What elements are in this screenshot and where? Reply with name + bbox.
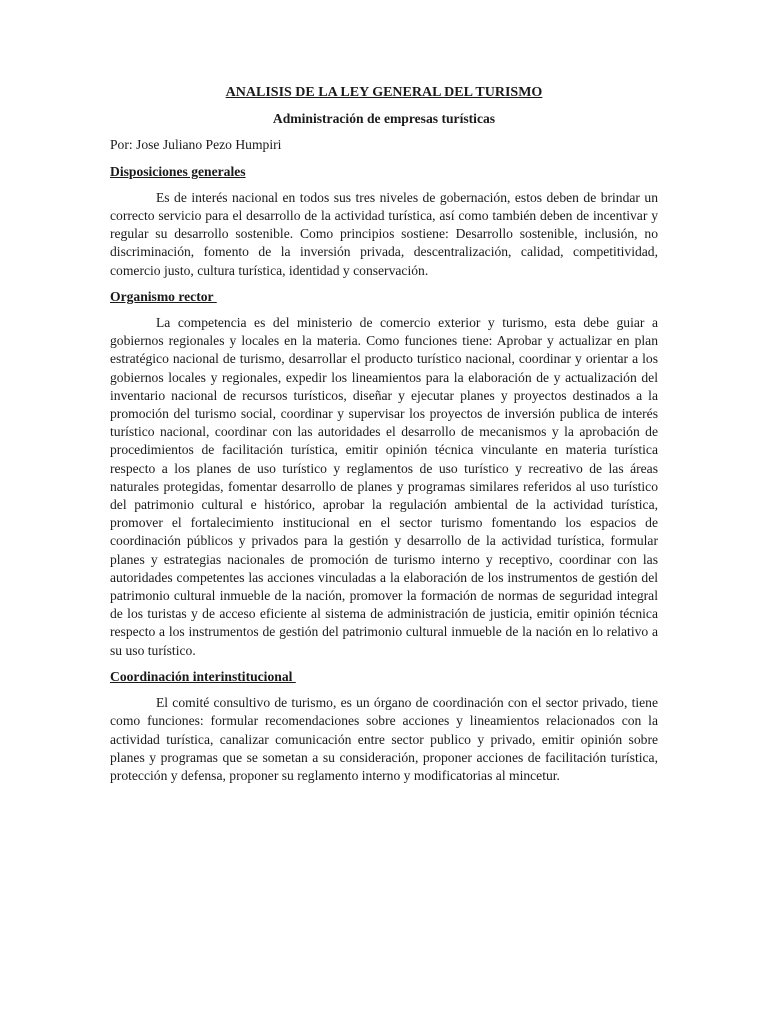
section-body-disposiciones: Es de interés nacional en todos sus tres niveles de gobernación, estos deben de brindar un correcto servicio para el desarrollo de la actividad turística, así como también deben de incentivar y regular su desarrollo sostenible. Como principios sostiene: Desarrollo sostenible, inclusión, no discriminación, fomento de la inversión privada, descentralización, calidad, competitividad, comercio justo, cultura turística, identidad y conservación. bbox=[110, 189, 658, 278]
document-title: ANALISIS DE LA LEY GENERAL DEL TURISMO bbox=[225, 85, 543, 100]
document-author: Por: Jose Juliano Pezo Humpiri bbox=[110, 137, 282, 153]
section-heading-coordinacion: Coordinación interinstitucional bbox=[110, 668, 296, 684]
section-heading-disposiciones: Disposiciones generales bbox=[110, 163, 246, 179]
document-page bbox=[110, 84, 658, 793]
section-body-coordinacion: El comité consultivo de turismo, es un órgano de coordinación con el sector privado, tiene como funciones: formular recomendaciones sobre acciones y lineamientos relacionados con la actividad turística, canalizar comunicación entre sector publico y privado, emitir opinión sobre planes y programas que se sometan a su consideración, proponer acciones de facilitación turística, protección y defensa, proponer su reglamento interno y modificatorias al mincetur. bbox=[110, 695, 658, 783]
document-subtitle: Administración de empresas turísticas bbox=[272, 111, 496, 127]
section-heading-organismo: Organismo rector bbox=[110, 288, 217, 304]
section-body-organismo: La competencia es del ministerio de comercio exterior y turismo, esta debe guiar a gobiernos regionales y locales en la materia. Como funciones tiene: Aprobar y actualizar en plan estratégico nacional de turismo, desarrollar el producto turístico nacional, coordinar y orientar a los gobiernos locales y regionales, expedir los lineamientos para la elaboración de y actualización del inventario nacional de recursos turísticos, diseñar y ejecutar planes y proyectos destinados a la promoción del turismo social, coordinar y supervisar los proyectos de inversión publica de interés turístico nacional, coordinar con las autoridades el desarrollo de mecanismos y la aprobación de procedimientos de facilitación turística, emitir opinión técnica vinculante en materia turística respecto a los planes de uso turístico y reglamentos de uso turístico y recreativo de las áreas naturales protegidas, fomentar desarrollo de planes y programas similares referidos al uso turístico del patrimonio cultural e histórico, aprobar la regulación ambiental de la actividad turística, promover el fortalecimiento institucional en el sector turismo fomentando los espacios de coordinación públicos y privados para la gestión y desarrollo de la actividad turística, formular planes y estrategias nacionales de promoción de turismo interno y receptivo, coordinar con las autoridades competentes las acciones vinculadas a la elaboración de los instrumentos de gestión del patrimonio cultural inmueble de la nación, promover la formación de normas de seguridad integral de los turistas y de acceso eficiente al sistema de administración de justicia, emitir opinión técnica respecto a los instrumentos de gestión del patrimonio cultural inmueble de la nación en lo relativo a su uso turístico. bbox=[110, 315, 658, 658]
